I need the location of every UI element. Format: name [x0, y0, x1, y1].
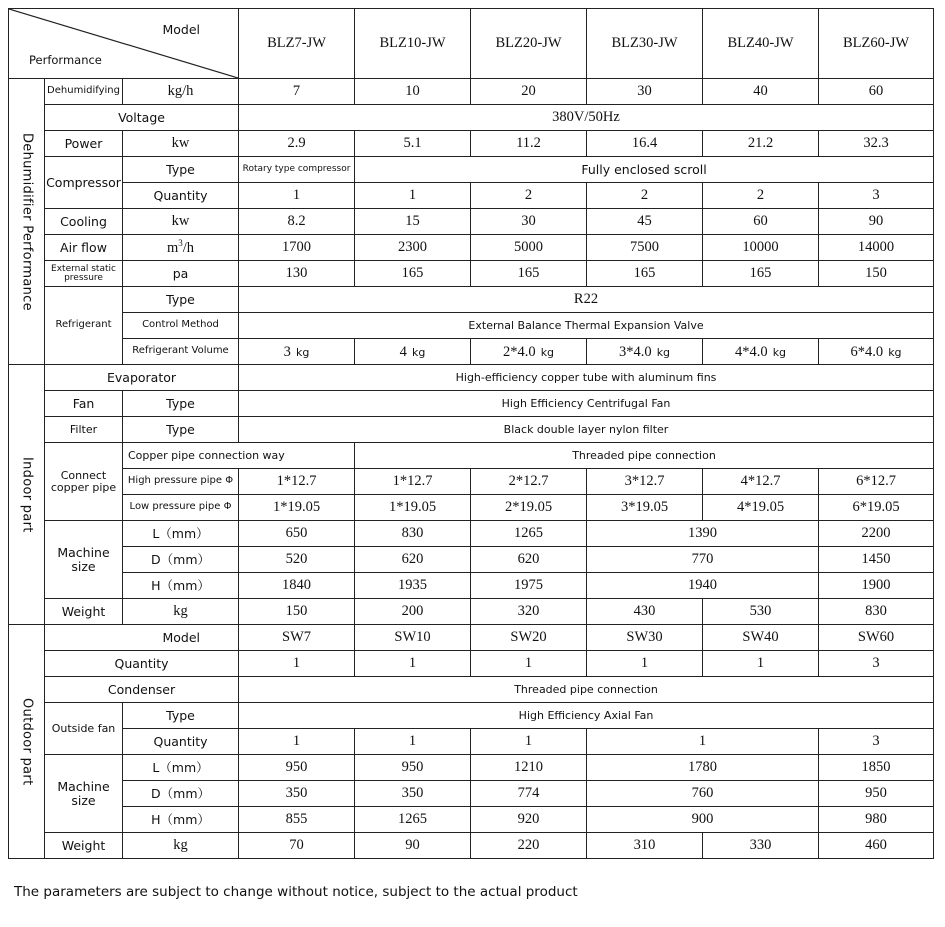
- value-cell: 3: [819, 729, 934, 755]
- performance-header-label: Performance: [29, 52, 102, 67]
- table-row: [9, 443, 934, 469]
- sub-label: Type: [123, 703, 239, 729]
- value-cell: 855: [239, 807, 355, 833]
- spec-table: [8, 8, 934, 859]
- row-label: Filter: [45, 417, 123, 443]
- row-label: Cooling: [45, 209, 123, 235]
- model-header-cell: BLZ40-JW: [703, 9, 819, 79]
- table-row: [9, 469, 934, 495]
- footnote: The parameters are subject to change without notice, subject to the actual product: [14, 884, 578, 900]
- value-cell: 460: [819, 833, 934, 859]
- table-row: [9, 625, 934, 651]
- value-cell: 15: [355, 209, 471, 235]
- table-row: [9, 79, 934, 105]
- value-cell: Black double layer nylon filter: [239, 417, 934, 443]
- value-cell: 1840: [239, 573, 355, 599]
- value-cell: Threaded pipe connection: [355, 443, 934, 469]
- table-row: [9, 105, 934, 131]
- volume-unit: kg: [772, 345, 787, 359]
- value-cell: 520: [239, 547, 355, 573]
- value-cell: 10000: [703, 235, 819, 261]
- value-cell: 900: [587, 807, 819, 833]
- table-row: [9, 495, 934, 521]
- section-outdoor: Outdoor part: [9, 625, 45, 859]
- value-cell: 1*19.05: [239, 495, 355, 521]
- table-row: [9, 313, 934, 339]
- value-cell: 165: [355, 261, 471, 287]
- value-cell: 950: [355, 755, 471, 781]
- value-cell: 1: [587, 651, 703, 677]
- value-cell: SW20: [471, 625, 587, 651]
- value-cell: 774: [471, 781, 587, 807]
- value-cell: Rotary type compressor: [239, 157, 355, 183]
- row-label: Connect copper pipe: [45, 443, 123, 521]
- value-cell: 5000: [471, 235, 587, 261]
- value-cell: Fully enclosed scroll: [355, 157, 934, 183]
- value-cell: 130: [239, 261, 355, 287]
- row-label: Air flow: [45, 235, 123, 261]
- sub-label: Type: [123, 287, 239, 313]
- value-cell: 150: [819, 261, 934, 287]
- sub-label: Type: [123, 417, 239, 443]
- sub-label: D（mm）: [123, 781, 239, 807]
- table-row: [9, 573, 934, 599]
- value-cell: 1: [587, 729, 819, 755]
- value-cell: 165: [587, 261, 703, 287]
- value-cell: High Efficiency Axial Fan: [239, 703, 934, 729]
- value-cell: 2*19.05: [471, 495, 587, 521]
- value-cell: 1700: [239, 235, 355, 261]
- row-label: Machine size: [45, 755, 123, 833]
- value-cell: 200: [355, 599, 471, 625]
- value-cell: High-efficiency copper tube with aluminum fins: [239, 365, 934, 391]
- value-cell: 1: [355, 729, 471, 755]
- header-corner: [9, 9, 239, 79]
- value-cell: 760: [587, 781, 819, 807]
- unit-cell: kg: [123, 833, 239, 859]
- value-cell: 2200: [819, 521, 934, 547]
- value-cell: 45: [587, 209, 703, 235]
- table-row: [9, 157, 934, 183]
- sub-label: Copper pipe connection way: [123, 443, 355, 469]
- value-cell: SW40: [703, 625, 819, 651]
- value-cell: 3*12.7: [587, 469, 703, 495]
- value-cell: 7: [239, 79, 355, 105]
- sub-label: Type: [123, 157, 239, 183]
- value-cell: 10: [355, 79, 471, 105]
- value-cell: 3: [819, 651, 934, 677]
- row-label: Evaporator: [45, 365, 239, 391]
- value-cell: 1935: [355, 573, 471, 599]
- value-cell: 1900: [819, 573, 934, 599]
- row-label: Weight: [45, 833, 123, 859]
- row-label: Outside fan: [45, 703, 123, 755]
- table-row: [9, 339, 934, 365]
- value-cell: 11.2: [471, 131, 587, 157]
- row-label: Compressor: [45, 157, 123, 209]
- value-cell: 350: [355, 781, 471, 807]
- model-header-label: Model: [162, 22, 201, 37]
- sub-label: Quantity: [123, 729, 239, 755]
- table-row: [9, 807, 934, 833]
- value-cell: 830: [819, 599, 934, 625]
- row-label: External static pressure: [45, 261, 123, 287]
- value-cell: 620: [471, 547, 587, 573]
- value-cell: 1850: [819, 755, 934, 781]
- row-label: Quantity: [45, 651, 239, 677]
- value-cell: 1210: [471, 755, 587, 781]
- value-cell: 1265: [471, 521, 587, 547]
- unit-tail: /h: [182, 239, 195, 256]
- model-header-cell: BLZ30-JW: [587, 9, 703, 79]
- value-cell: 40: [703, 79, 819, 105]
- value-cell: 1265: [355, 807, 471, 833]
- value-cell: 165: [703, 261, 819, 287]
- table-row: [9, 755, 934, 781]
- value-cell: 530: [703, 599, 819, 625]
- value-cell: 1*12.7: [355, 469, 471, 495]
- value-cell: 1*12.7: [239, 469, 355, 495]
- value-cell: High Efficiency Centrifugal Fan: [239, 391, 934, 417]
- row-label: Model: [45, 625, 239, 651]
- value-cell: 16.4: [587, 131, 703, 157]
- model-header-cell: BLZ60-JW: [819, 9, 934, 79]
- sub-label: Refrigerant Volume: [123, 339, 239, 365]
- sub-label: D（mm）: [123, 547, 239, 573]
- value-cell: 5.1: [355, 131, 471, 157]
- value-cell: 2300: [355, 235, 471, 261]
- value-cell: 30: [471, 209, 587, 235]
- value-cell: 1450: [819, 547, 934, 573]
- value-cell: SW60: [819, 625, 934, 651]
- table-row: [9, 235, 934, 261]
- value-cell: 1: [703, 651, 819, 677]
- volume-value: 3: [283, 343, 291, 360]
- unit-cell: kg: [123, 599, 239, 625]
- row-label: Condenser: [45, 677, 239, 703]
- sub-label: Low pressure pipe Φ: [123, 495, 239, 521]
- header-row: [9, 9, 934, 79]
- volume-value: 4*4.0: [734, 343, 768, 360]
- volume-unit: kg: [412, 345, 426, 359]
- sub-label: L（mm）: [123, 521, 239, 547]
- volume-value: 6*4.0: [850, 343, 884, 360]
- unit-cell: pa: [123, 261, 239, 287]
- value-cell: 60: [703, 209, 819, 235]
- unit-cell: [123, 235, 239, 261]
- value-cell: [703, 339, 819, 365]
- unit-base: m: [166, 239, 179, 256]
- value-cell: 32.3: [819, 131, 934, 157]
- row-label: Weight: [45, 599, 123, 625]
- sub-label: L（mm）: [123, 755, 239, 781]
- sub-label: Control Method: [123, 313, 239, 339]
- value-cell: 2: [703, 183, 819, 209]
- diagonal-line: [9, 9, 238, 78]
- value-cell: 1940: [587, 573, 819, 599]
- volume-value: 4: [399, 343, 407, 360]
- value-cell: 1: [355, 183, 471, 209]
- sub-label: High pressure pipe Φ: [123, 469, 239, 495]
- volume-unit: kg: [540, 345, 555, 359]
- value-cell: 20: [471, 79, 587, 105]
- row-label: Dehumidifying: [45, 79, 123, 105]
- table-row: [9, 261, 934, 287]
- model-header-cell: BLZ7-JW: [239, 9, 355, 79]
- model-header-cell: BLZ10-JW: [355, 9, 471, 79]
- volume-value: 2*4.0: [502, 343, 536, 360]
- value-cell: 1: [355, 651, 471, 677]
- value-cell: 320: [471, 599, 587, 625]
- table-row: [9, 651, 934, 677]
- value-cell: 1: [471, 651, 587, 677]
- value-cell: 7500: [587, 235, 703, 261]
- value-cell: R22: [239, 287, 934, 313]
- value-cell: 1975: [471, 573, 587, 599]
- row-label: Refrigerant: [45, 287, 123, 365]
- table-row: [9, 131, 934, 157]
- value-cell: 1780: [587, 755, 819, 781]
- value-cell: 2*12.7: [471, 469, 587, 495]
- value-cell: 3: [819, 183, 934, 209]
- value-cell: 380V/50Hz: [239, 105, 934, 131]
- value-cell: 330: [703, 833, 819, 859]
- value-cell: 830: [355, 521, 471, 547]
- value-cell: 310: [587, 833, 703, 859]
- value-cell: 350: [239, 781, 355, 807]
- value-cell: SW10: [355, 625, 471, 651]
- table-row: [9, 703, 934, 729]
- row-label: Voltage: [45, 105, 239, 131]
- value-cell: External Balance Thermal Expansion Valve: [239, 313, 934, 339]
- value-cell: Threaded pipe connection: [239, 677, 934, 703]
- unit-cell: kw: [123, 131, 239, 157]
- unit-cell: kw: [123, 209, 239, 235]
- model-header-cell: BLZ20-JW: [471, 9, 587, 79]
- value-cell: 21.2: [703, 131, 819, 157]
- unit-superscript: 3: [178, 237, 183, 248]
- value-cell: SW30: [587, 625, 703, 651]
- section-indoor: Indoor part: [9, 365, 45, 625]
- value-cell: 150: [239, 599, 355, 625]
- table-row: [9, 391, 934, 417]
- sub-label: H（mm）: [123, 807, 239, 833]
- table-row: [9, 781, 934, 807]
- value-cell: 8.2: [239, 209, 355, 235]
- value-cell: 60: [819, 79, 934, 105]
- value-cell: 950: [819, 781, 934, 807]
- table-row: [9, 547, 934, 573]
- value-cell: 2: [587, 183, 703, 209]
- value-cell: 1: [471, 729, 587, 755]
- value-cell: 90: [819, 209, 934, 235]
- value-cell: 430: [587, 599, 703, 625]
- value-cell: 70: [239, 833, 355, 859]
- volume-unit: kg: [656, 345, 671, 359]
- value-cell: 220: [471, 833, 587, 859]
- value-cell: 6*12.7: [819, 469, 934, 495]
- value-cell: 6*19.05: [819, 495, 934, 521]
- table-row: [9, 287, 934, 313]
- table-row: [9, 521, 934, 547]
- value-cell: 2.9: [239, 131, 355, 157]
- value-cell: 2: [471, 183, 587, 209]
- volume-unit: kg: [888, 345, 902, 359]
- value-cell: 3*19.05: [587, 495, 703, 521]
- row-label: Fan: [45, 391, 123, 417]
- table-row: [9, 729, 934, 755]
- table-row: [9, 677, 934, 703]
- value-cell: 770: [587, 547, 819, 573]
- table-row: [9, 833, 934, 859]
- value-cell: 90: [355, 833, 471, 859]
- row-label: Power: [45, 131, 123, 157]
- value-cell: 980: [819, 807, 934, 833]
- value-cell: [471, 339, 587, 365]
- value-cell: [239, 339, 355, 365]
- table-row: [9, 417, 934, 443]
- unit-cell: kg/h: [123, 79, 239, 105]
- value-cell: 920: [471, 807, 587, 833]
- table-row: [9, 183, 934, 209]
- volume-value: 3*4.0: [618, 343, 652, 360]
- value-cell: 1: [239, 183, 355, 209]
- value-cell: 1: [239, 651, 355, 677]
- value-cell: [355, 339, 471, 365]
- row-label: Machine size: [45, 521, 123, 599]
- value-cell: 4*19.05: [703, 495, 819, 521]
- volume-unit: kg: [296, 345, 310, 359]
- table-row: [9, 365, 934, 391]
- value-cell: SW7: [239, 625, 355, 651]
- value-cell: 1390: [587, 521, 819, 547]
- section-dehumidifier: Dehumidifier Performance: [9, 79, 45, 365]
- value-cell: 14000: [819, 235, 934, 261]
- sub-label: Type: [123, 391, 239, 417]
- value-cell: 1*19.05: [355, 495, 471, 521]
- value-cell: [819, 339, 934, 365]
- value-cell: 1: [239, 729, 355, 755]
- value-cell: 650: [239, 521, 355, 547]
- value-cell: 165: [471, 261, 587, 287]
- value-cell: 4*12.7: [703, 469, 819, 495]
- sub-label: H（mm）: [123, 573, 239, 599]
- value-cell: 30: [587, 79, 703, 105]
- value-cell: 620: [355, 547, 471, 573]
- value-cell: [587, 339, 703, 365]
- value-cell: 950: [239, 755, 355, 781]
- sub-label: Quantity: [123, 183, 239, 209]
- table-row: [9, 599, 934, 625]
- table-row: [9, 209, 934, 235]
